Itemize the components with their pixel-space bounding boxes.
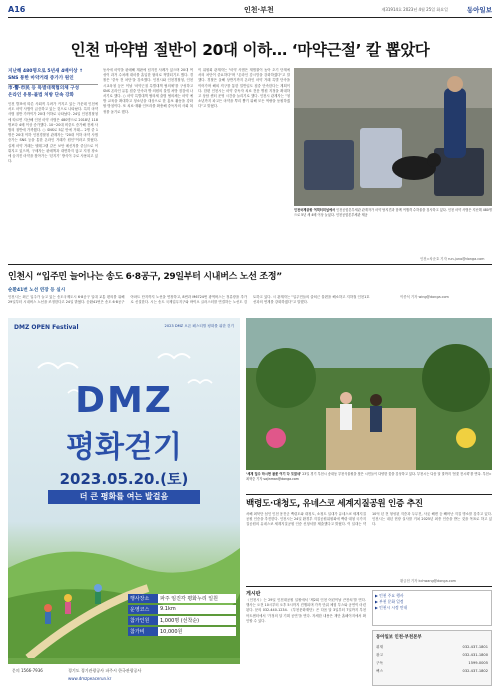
customs-inspection-photo bbox=[294, 68, 492, 206]
photo-illustration bbox=[294, 68, 492, 206]
contact-row bbox=[376, 667, 488, 675]
garden-illustration bbox=[246, 318, 492, 470]
geopark-story-headline: 백령도·대청도, 유네스코 세계지질공원 인증 추진 bbox=[246, 499, 423, 509]
contact-row bbox=[376, 643, 488, 651]
bulletin-body: 《인천시》는 29일 인천대공원 일원에서 ‘제2회 인천 어린이날 큰잔치’를 연다. 행사는 오전 10시부터 오후 5시까지 진행되며 가족 단위 체험 부스와 공연이 마련된다. 문의 032-440-1234. 《부천문화재단》은 다음 달 3일부터 7일까지 부천아트센터에서 ‘가정의 달 기획 공연’을 연다. 자세한 내용은 재단 홈페이지에서 확인할 수 있다. bbox=[246, 598, 366, 623]
bulletin-title: 게시판 bbox=[246, 591, 261, 597]
ad-line: ▶ 인천시 시정 안내 bbox=[375, 605, 408, 610]
bus-story-headline: 인천시 “입주민 늘어나는 송도 6·8공구, 29일부터 시내버스 노선 조정” bbox=[8, 272, 282, 282]
info-value: 1,000명 (선착순) bbox=[158, 616, 236, 625]
deck-divider bbox=[8, 84, 98, 85]
deck-line: 市·警·市民 등 특별대책협의체 구성 bbox=[8, 86, 80, 91]
poster-title-en: DMZ bbox=[75, 380, 173, 421]
bulletin-ad-box bbox=[372, 590, 492, 626]
garden-caption bbox=[246, 472, 492, 492]
info-label: 참가비 bbox=[128, 627, 158, 636]
botanical-garden-photo bbox=[246, 318, 492, 470]
garden-photo-credit: 부천=최혁중 기자 sajinman@donga.com bbox=[246, 472, 492, 481]
bus-story-reporter: 이종석 기자 wing@donga.com bbox=[400, 295, 449, 299]
poster-info-table bbox=[128, 594, 236, 636]
info-label: 운영코스 bbox=[128, 605, 158, 614]
info-label: 참가인원 bbox=[128, 616, 158, 625]
poster-title-ko: 평화걷기 bbox=[66, 430, 182, 465]
contact-box bbox=[372, 630, 492, 686]
deck-line: SNS 통한 마약거래 증가가 원인 bbox=[8, 76, 74, 81]
info-row-course bbox=[128, 605, 236, 614]
poster-hotline: 문의 1566-7936 bbox=[12, 668, 43, 673]
info-row-fee bbox=[128, 627, 236, 636]
poster-tagline: 더 큰 평화를 여는 발걸음 bbox=[48, 490, 200, 504]
ad-line: ▶ 부천 문화 일정 bbox=[375, 599, 404, 604]
bus-story-body: 인천시는 최근 입주가 늘고 있는 송도국제도시 6·8공구 일대 교통 편의를 위해 29일부터 시내버스 노선을 조정한다고 24일 밝혔다. 순환41번은 송도 6·8공구 아파트 단지까지 노선을 연장하고, 8번과 M6724번 광역버스는 정류장을 추가로 신설한다. 시는 송도 국제업무지구와 바이오 클러스터를 연결하는 노선도 검토하고 있다. 시 관계자는 "입주민들의 출퇴근 불편을 해소하고 지하철 인천1호선과의 연계를 강화하겠다"고 말했다. bbox=[8, 295, 370, 305]
contact-key: 취재 bbox=[376, 645, 383, 649]
newspaper-logo: 동아일보 bbox=[466, 6, 492, 14]
garden-caption-text: 23일 경기 부천시 송내동 부천식물원을 찾은 시민들이 다양한 꽃을 감상하고 있다. 부천시는 다음 달 말까지 ‘봄꽃 전시회’를 연다. bbox=[301, 472, 482, 476]
story-divider bbox=[246, 494, 492, 495]
geopark-story-body: 서해 최북단 섬인 인천 옹진군 백령도와 대청도, 소청도 일대가 유네스코 세계지질공원 인증을 추진한다. 인천시는 24일 환경부 지질공원위원회에 백령·대청 국가지질공원의 유네스코 세계지질공원 인증 신청서를 제출했다고 밝혔다. 이 일대는 약 10억 년 전 형성된 지층과 두무진, 사곶 해변 등 빼어난 지질 명소를 갖추고 있다. 인천시는 내년 현장 실사를 거쳐 2025년 최종 인증을 받는 것을 목표로 하고 있다. bbox=[246, 512, 492, 527]
page-number: A16 bbox=[8, 5, 26, 14]
info-label: 행사장소 bbox=[128, 594, 158, 603]
contact-key: 구독 bbox=[376, 661, 383, 665]
info-value: 9.1km bbox=[158, 605, 236, 614]
contact-value: 032-431-1800 bbox=[462, 653, 488, 657]
top-story-body-col1: 인천 발표에 따른 사회적 우려가 커지고 있는 가운데 인천에서도 마약 사범이 급증하고 있는 것으로 나타났다. 특히 마약 사범 절반 가까이가 20대 이하로 나타났다. 24일 인천경찰청에 따르면 지난해 인천 마약 사범은 480명으로 2018년 118명보다 4배 이상 증가했다. 10~20대 비중도 증가해 전체 사범의 절반에 가까웠다. ○ SNS로 5분 만에 거래… 2명 중 1명은 20대 이하 인천경찰청 관계자는 "20대 이하 마약 사범 증가는 SNS 등을 통한 온라인 거래가 원인"이라고 밝혔다. 실제 마약 거래는 텔레그램 같은 보안 메신저를 중심으로 이뤄지고 있으며, 구매자는 판매책과 대면하지 않고 지정 장소에 숨겨진 마약을 찾아가는 ‘던지기’ 방식이 주로 사용되고 있다. bbox=[8, 102, 98, 164]
photo-caption bbox=[294, 208, 492, 234]
deck-line: 지난해 480명으로 5년새 4배이상 ↑ bbox=[8, 69, 84, 74]
info-value: 10,000원 bbox=[158, 627, 236, 636]
top-story-headline: 인천 마약범 절반이 20대 이하… ‘마약근절’ 칼 뽑았다 bbox=[70, 41, 430, 59]
contact-key: 광고 bbox=[376, 653, 383, 657]
reporter-byline: 인천=차준호 기자 run-juno@donga.com bbox=[420, 257, 485, 261]
bus-story-subhead: 순환41번 노선 연장 등 실시 bbox=[8, 288, 66, 293]
contact-value: 1599-0005 bbox=[468, 661, 488, 665]
contact-row bbox=[376, 659, 488, 667]
info-value: 파주 임진각 평화누리 일원 bbox=[158, 594, 236, 603]
info-row-participants bbox=[128, 616, 236, 625]
poster-festival-logo: DMZ OPEN Festival bbox=[14, 324, 79, 331]
bulletin-divider bbox=[246, 586, 492, 587]
section-divider bbox=[8, 264, 492, 265]
garden-caption-lead: ‘세계 일주 하시면 봄꽃 여기 다 모였네’ bbox=[246, 472, 302, 476]
geopark-reporter: 황금천 기자 kchwang@donga.com bbox=[400, 579, 456, 583]
contact-value: 032-437-1801 bbox=[462, 645, 488, 649]
poster-date: 2023.05.20.(토) bbox=[59, 470, 189, 488]
info-row-venue bbox=[128, 594, 236, 603]
top-story-body-col3: 이 위원회 관계자는 "마약 사범은 재범률이 높아 초기 단계에서의 차단이 중요하다"며 "온라인 감시망을 강화하겠다"고 말했다. 경찰은 올해 상반기까지 온라인 마약 거래 특별 단속을 이어가며 해외 직구를 통한 밀반입도 집중 단속한다는 계획이다. 한편 인천시는 마약 중독자 치료 전문 병원 지정을 확대하고 상담 센터 운영 시간을 늘리기로 했다. 인천시 관계자는 "청소년까지 파고든 마약을 뿌리 뽑기 위해 모든 역량을 동원하겠다"고 밝혔다. bbox=[198, 68, 290, 109]
dmz-peace-walk-poster bbox=[8, 318, 240, 688]
contact-title: 동아일보 인천·부천본부 bbox=[376, 635, 422, 640]
issue-date: 제31914호 2023년 4월 25일 화요일 bbox=[381, 7, 448, 12]
poster-sponsors: 경기도 경기관광공사 파주시 한국관광공사 bbox=[68, 668, 142, 673]
ad-line: ▶ 인천 주요 행사 bbox=[375, 593, 404, 598]
contact-key: 팩스 bbox=[376, 669, 383, 673]
poster-website: www.dmzpeacerun.kr bbox=[68, 676, 112, 681]
poster-footer bbox=[8, 664, 240, 688]
deck-line: 온라인 유통-불법 처방 단속 강화 bbox=[8, 93, 74, 98]
top-story-body-col2: 동사에 마약을 판매해 재판에 넘겨진 사례가 있으며 20대 여성이 과거 수차례 대마를 흡입한 혐의로 적발되기도 했다. 경찰은 ‘중독 전 차단’을 강조했다. 인천시와 인천경찰청, 인천시교육청 등은 이날 ‘마약근절 특별대책 협의체’를 구성하고 SNS 온라인 유통 집중 단속과 병·의원의 불법 처방 점검에 나서기로 했다. ○ 마약 특별대책 협의체 출범 협의체는 마약 예방 교육을 확대하고 청소년을 대상으로 한 홍보 활동을 강화할 방침이다. 또 치료·재활 인프라를 확충해 중독자의 사회 복귀를 돕기로 했다. bbox=[103, 68, 193, 114]
contact-value: 032-437-1802 bbox=[462, 669, 488, 673]
page-header bbox=[8, 4, 492, 18]
poster-top-tagline: 2023 DMZ 오픈 페스티벌 평화를 위한 걷기 bbox=[164, 324, 234, 328]
contact-row bbox=[376, 651, 488, 659]
section-name: 인천·부천 bbox=[244, 6, 274, 14]
top-story-deck bbox=[8, 68, 98, 99]
caption-lead: 인천국제공항 여객터미널에서 bbox=[294, 208, 336, 212]
photo-credit: 인천공항본부세관 제공 bbox=[335, 212, 368, 217]
caption-text: 인천공항본부세관 관계자가 마약 탐지견과 함께 여행객 수하물을 검사하고 있다. 인천 마약 사범은 지난해 480명으로 5년 새 4배 이상 늘었다. bbox=[294, 208, 492, 217]
